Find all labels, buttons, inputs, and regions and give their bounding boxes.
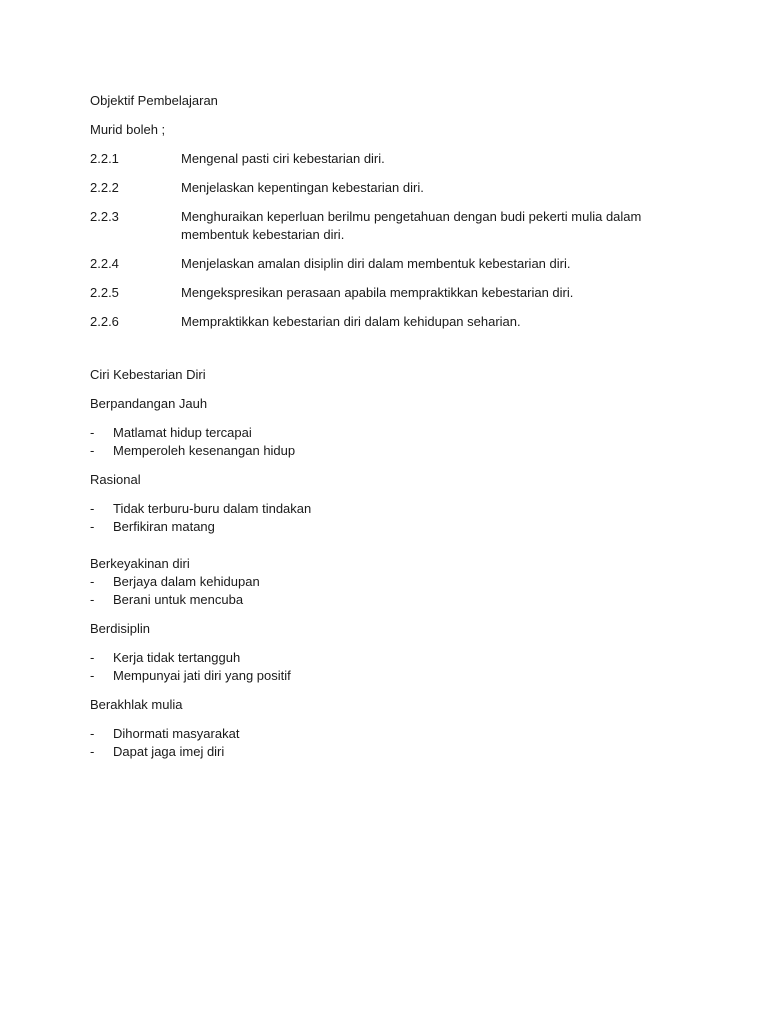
objective-text: Mengekspresikan perasaan apabila mempraktikkan kebestarian diri.: [181, 285, 574, 300]
bullet-list: [90, 500, 690, 536]
list-item: [90, 591, 690, 609]
dash-bullet: -: [90, 650, 95, 665]
objective-item: [90, 284, 690, 302]
list-item-text: Dihormati masyarakat: [113, 726, 240, 741]
list-item: [90, 424, 690, 442]
objective-number: 2.2.4: [90, 256, 119, 271]
list-item-text: Berani untuk mencuba: [113, 592, 244, 607]
list-item-text: Berjaya dalam kehidupan: [113, 574, 260, 589]
list-item: [90, 442, 690, 460]
objective-item: [90, 179, 690, 197]
list-item: [90, 725, 690, 743]
dash-bullet: -: [90, 726, 95, 741]
document-page: [90, 92, 690, 772]
objective-intro: Murid boleh ;: [90, 122, 166, 137]
list-item-text: Memperoleh kesenangan hidup: [113, 443, 296, 458]
list-item-text: Dapat jaga imej diri: [113, 744, 225, 759]
objective-text: Mempraktikkan kebestarian diri dalam kehidupan seharian.: [181, 314, 521, 329]
bullet-list: [90, 649, 690, 685]
dash-bullet: -: [90, 574, 95, 589]
bullet-list: [90, 725, 690, 761]
objective-text: Menghuraikan keperluan berilmu pengetahuan dengan budi pekerti mulia dalam membentuk kebestarian diri.: [181, 209, 642, 242]
list-item-text: Mempunyai jati diri yang positif: [113, 668, 291, 683]
dash-bullet: -: [90, 501, 95, 516]
objective-number: 2.2.6: [90, 314, 119, 329]
list-item-text: Matlamat hidup tercapai: [113, 425, 252, 440]
dash-bullet: -: [90, 519, 95, 534]
group-title: Berakhlak mulia: [90, 697, 183, 712]
objective-number: 2.2.5: [90, 285, 119, 300]
objective-item: [90, 313, 690, 331]
list-item: [90, 518, 690, 536]
list-item: [90, 667, 690, 685]
list-item: [90, 743, 690, 761]
dash-bullet: -: [90, 425, 95, 440]
objective-item: [90, 255, 690, 273]
dash-bullet: -: [90, 592, 95, 607]
list-item-text: Berfikiran matang: [113, 519, 215, 534]
objective-number: 2.2.1: [90, 151, 119, 166]
list-item-text: Tidak terburu-buru dalam tindakan: [113, 501, 312, 516]
list-item-text: Kerja tidak tertangguh: [113, 650, 241, 665]
group-title: Berdisiplin: [90, 621, 150, 636]
list-item: [90, 573, 690, 591]
objective-item: [90, 150, 690, 168]
objective-text: Menjelaskan kepentingan kebestarian diri.: [181, 180, 424, 195]
list-item: [90, 500, 690, 518]
objective-number: 2.2.2: [90, 180, 119, 195]
list-item: [90, 649, 690, 667]
group-title: Berkeyakinan diri: [90, 556, 190, 571]
group-title: Berpandangan Jauh: [90, 396, 208, 411]
bullet-list: [90, 573, 690, 609]
dash-bullet: -: [90, 443, 95, 458]
group-title: Rasional: [90, 472, 141, 487]
dash-bullet: -: [90, 668, 95, 683]
ciri-title: Ciri Kebestarian Diri: [90, 367, 206, 382]
objective-item: [90, 208, 690, 244]
objective-number: 2.2.3: [90, 209, 119, 224]
objective-text: Mengenal pasti ciri kebestarian diri.: [181, 151, 385, 166]
spacer: [90, 547, 690, 555]
dash-bullet: -: [90, 744, 95, 759]
objective-text: Menjelaskan amalan disiplin diri dalam membentuk kebestarian diri.: [181, 256, 571, 271]
objective-list: [90, 150, 690, 331]
objective-title: Objektif Pembelajaran: [90, 93, 218, 108]
bullet-list: [90, 424, 690, 460]
section-spacer: [90, 342, 690, 366]
